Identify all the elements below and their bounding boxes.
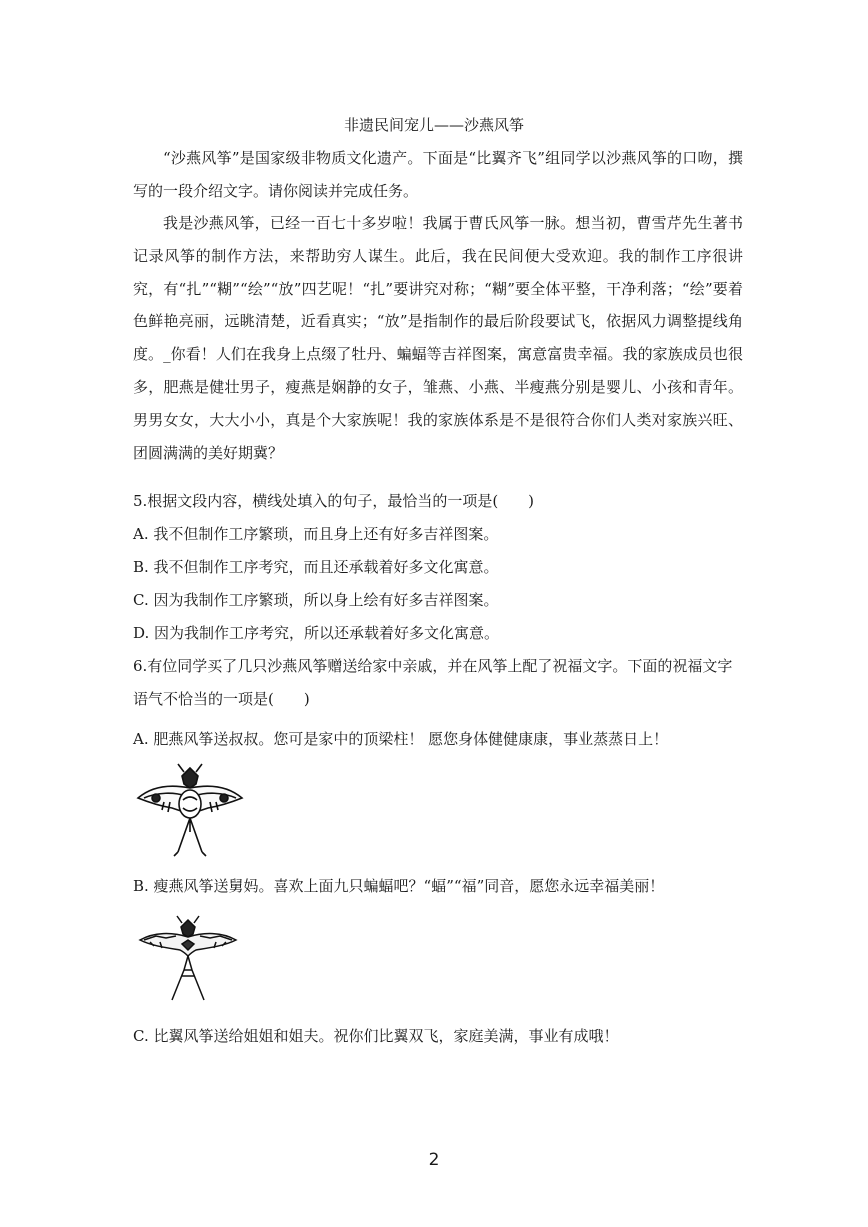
question-5-option-c: C. 因为我制作工序繁琐，所以身上绘有好多吉祥图案。 (133, 591, 499, 609)
question-5-option-b: B. 我不但制作工序考究，而且还承载着好多文化寓意。 (133, 558, 499, 576)
question-5-option-d: D. 因为我制作工序考究，所以还承载着好多文化寓意。 (133, 624, 500, 642)
question-6-option-b: B. 瘦燕风筝送舅妈。喜欢上面九只蝙蝠吧？“蝠”“福”同音，愿您永远幸福美丽！ (133, 877, 665, 895)
question-6-option-c: C. 比翼风筝送给姐姐和姐夫。祝你们比翼双飞，家庭美满，事业有成哦！ (133, 1027, 619, 1045)
page-title: 非遗民间宠儿——沙燕风筝 (343, 116, 524, 134)
thin-swallow-kite-image (136, 914, 240, 1004)
intro-paragraph: “沙燕风筝”是国家级非物质文化遗产。下面是“比翼齐飞”组同学以沙燕风筝的口吻，撰写的一段介绍文字。请你阅读并完成任务。 (133, 149, 743, 200)
page-number: 2 (428, 1150, 440, 1170)
question-5-stem: 5.根据文段内容，横线处填入的句子，最恰当的一项是( ) (133, 492, 535, 510)
question-6-option-a: A. 肥燕风筝送叔叔。您可是家中的顶梁柱！ 愿您身体健健康康，事业蒸蒸日上！ (133, 730, 669, 748)
question-5-option-a: A. 我不但制作工序繁琐，而且身上还有好多吉祥图案。 (133, 525, 499, 543)
passage-paragraph: 我是沙燕风筝，已经一百七十多岁啦！我属于曹氏风筝一脉。想当初，曹雪芹先生著书记录风筝的制作方法，来帮助穷人谋生。此后，我在民间便大受欢迎。我的制作工序很讲究，有“扎”“糊”“绘”“放”四艺呢！“扎”要讲究对称；“糊”要全体平整，干净利落；“绘”要着色鲜艳亮丽，远眺清楚，近看真实；“放”是指制作的最后阶段要试飞，依据风力调整提线角度。_你看！人们在我身上点缀了牡丹、蝙蝠等吉祥图案，寓意富贵幸福。我的家族成员也很多，肥燕是健壮男子，瘦燕是娴静的女子，雏燕、小燕、半瘦燕分别是婴儿、小孩和青年。男男女女，大大小小，真是个大家族呢！我的家族体系是不是很符合你们人类对家族兴旺、团圆满满的美好期冀？ (133, 214, 743, 462)
question-6-stem: 6.有位同学买了几只沙燕风筝赠送给家中亲戚，并在风筝上配了祝福文字。下面的祝福文字语气不恰当的一项是( ) (133, 657, 733, 708)
fat-swallow-kite-image (134, 762, 246, 858)
